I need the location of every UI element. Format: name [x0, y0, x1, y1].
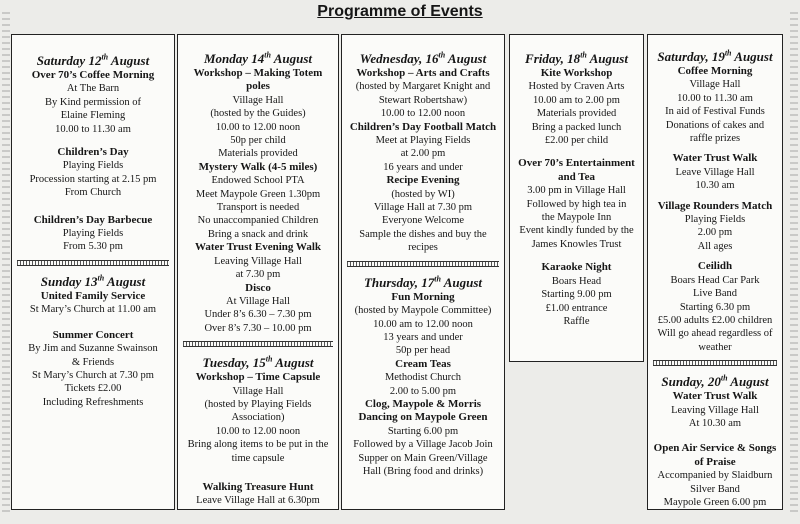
column-4 — [509, 34, 644, 362]
event-detail: Association) — [231, 412, 285, 424]
event-detail: & Friends — [71, 356, 115, 368]
event-item — [651, 442, 779, 509]
event-detail: Leaving Village Hall — [671, 404, 759, 416]
event-name: Clog, Maypole & Morris Dancing on Maypole Green — [358, 397, 488, 424]
day-ordinal-suffix: th — [264, 50, 271, 60]
event-detail: Supper on Main Green/Village — [358, 452, 488, 464]
event-detail: Over 8’s 7.30 – 10.00 pm — [204, 322, 312, 334]
event-detail: 10.30 am — [695, 180, 735, 192]
event-detail: Under 8’s 6.30 – 7.30 pm — [204, 309, 312, 321]
event-name: Recipe Evening — [386, 174, 460, 187]
day-ordinal-suffix: th — [97, 273, 105, 283]
event-name: United Family Service — [40, 289, 146, 302]
day-ordinal-suffix: th — [438, 50, 446, 60]
day-heading-text: Thursday, 17 — [363, 274, 435, 290]
section-divider — [17, 260, 169, 266]
event-detail: St Mary’s Church at 11.00 am — [29, 304, 157, 316]
day-heading — [181, 355, 335, 371]
event-detail: Village Hall — [232, 94, 284, 106]
event-detail: Accompanied by Slaidburn — [657, 470, 773, 482]
event-detail: raffle prizes — [689, 133, 741, 145]
day-heading — [15, 274, 171, 290]
event-detail: James Knowles Trust — [531, 238, 622, 250]
day-heading-text: Sunday, 20 — [661, 374, 721, 390]
event-item — [15, 290, 171, 317]
event-detail: Sample the dishes and buy the — [359, 228, 487, 240]
event-detail: Village Hall — [689, 79, 741, 91]
day-heading-month: August — [586, 51, 628, 66]
event-detail: Boars Head Car Park — [670, 274, 760, 286]
event-detail: 13 years and under — [383, 331, 463, 343]
event-detail: Methodist Church — [384, 372, 462, 384]
event-item — [15, 329, 171, 409]
event-detail: Maypole Green 6.00 pm — [663, 496, 767, 508]
event-name: Over 70’s Entertainment and Tea — [518, 157, 635, 183]
day-heading — [651, 374, 779, 390]
event-detail: Followed by high tea in — [526, 198, 627, 210]
event-item — [15, 69, 171, 136]
event-detail: Leave Village Hall at 6.30pm — [196, 495, 320, 507]
event-name: Karaoke Night — [541, 261, 612, 274]
event-detail: (hosted by Playing Fields — [204, 398, 312, 410]
event-detail: Starting 6.30 pm — [679, 301, 751, 313]
event-item — [651, 390, 779, 430]
event-detail: St Mary’s Church at 7.30 pm — [32, 369, 154, 381]
event-detail: Event kindly funded by the — [519, 225, 634, 237]
column-content — [15, 35, 171, 409]
event-detail: At Village Hall — [226, 295, 290, 307]
day-heading-text: Wednesday, 16 — [359, 51, 439, 66]
event-detail: Meet at Playing Fields — [375, 135, 471, 147]
event-detail: Playing Fields — [62, 160, 124, 172]
section-divider — [653, 360, 777, 366]
event-name: Workshop – Arts and Crafts — [356, 67, 490, 79]
event-detail: 10.00 to 11.30 am — [677, 92, 753, 104]
day-ordinal-suffix: th — [720, 373, 728, 383]
event-name: Children’s Day Barbecue — [33, 213, 153, 226]
event-name: Kite Workshop — [540, 67, 613, 79]
event-name: Children’s Day — [57, 146, 129, 159]
event-detail: 10.00 am to 2.00 pm — [533, 94, 620, 106]
event-item — [345, 358, 501, 398]
event-detail: Village Hall at 7.30 pm — [373, 202, 473, 214]
event-name: Cream Teas — [395, 357, 451, 370]
event-name: Coffee Morning — [677, 65, 753, 77]
event-name: Fun Morning — [391, 290, 455, 303]
event-item — [181, 241, 335, 281]
day-heading — [513, 51, 640, 67]
event-detail: Everyone Welcome — [381, 215, 465, 227]
day-heading-month: August — [731, 49, 773, 64]
event-detail: the Maypole Inn — [541, 212, 612, 224]
scan-edge-left — [2, 12, 10, 512]
event-detail: At 10.30 am — [688, 417, 742, 429]
event-detail: Bring a packed lunch — [531, 121, 622, 133]
event-name: Ceilidh — [697, 260, 733, 273]
event-detail: Leaving Village Hall — [214, 255, 302, 267]
scan-edge-right — [790, 12, 798, 512]
event-detail: (hosted by WI) — [391, 188, 455, 200]
event-name: Over 70’s Coffee Morning — [31, 69, 155, 81]
event-item — [513, 157, 640, 251]
event-name: Water Trust Walk — [672, 152, 758, 165]
event-detail: weather — [698, 341, 732, 353]
event-item — [181, 481, 335, 508]
event-name: Disco — [245, 281, 271, 294]
section-divider — [347, 261, 499, 267]
event-detail: No unaccompanied Children — [197, 215, 319, 227]
event-detail: Playing Fields — [684, 214, 746, 226]
day-heading-month: August — [104, 273, 146, 289]
event-detail: time capsule — [231, 452, 285, 464]
event-detail: Elaine Fleming — [60, 110, 126, 122]
event-item — [181, 67, 335, 161]
column-1 — [11, 34, 175, 510]
day-heading — [181, 51, 335, 67]
event-detail: 10.00 am to 12.00 noon — [373, 318, 473, 330]
event-detail: From 5.30 pm — [63, 241, 123, 253]
day-heading-text: Tuesday, 15 — [202, 355, 266, 371]
event-name: Water Trust Evening Walk — [194, 241, 322, 254]
event-detail: By Jim and Suzanne Swainson — [28, 343, 158, 355]
event-item — [513, 67, 640, 147]
event-detail: In aid of Festival Funds — [665, 106, 765, 118]
day-heading-month: August — [108, 53, 150, 68]
event-name: Village Rounders Match — [657, 199, 773, 212]
event-detail: From Church — [64, 187, 122, 199]
event-detail: at 2.00 pm — [400, 148, 446, 160]
event-detail: At The Barn — [66, 83, 120, 95]
event-detail: Hall (Bring food and drinks) — [362, 465, 484, 477]
event-detail: Will go ahead regardless of — [657, 328, 773, 340]
event-detail: By Kind permission of — [45, 96, 141, 108]
day-heading-month: August — [440, 274, 483, 290]
column-content — [651, 35, 779, 509]
day-heading-month: August — [270, 51, 313, 66]
day-heading-text: Monday 14 — [203, 51, 265, 66]
day-ordinal-suffix: th — [101, 52, 109, 62]
event-detail: Transport is needed — [216, 202, 300, 214]
event-detail: Tickets £2.00 — [64, 383, 122, 395]
day-ordinal-suffix: th — [724, 48, 732, 58]
event-item — [15, 214, 171, 254]
event-detail: recipes — [408, 242, 438, 254]
event-detail: Bring along items to be put in the — [187, 439, 329, 451]
event-detail: Including Refreshments — [42, 396, 144, 408]
event-detail: Materials provided — [218, 148, 298, 160]
event-detail: (hosted by Maypole Committee) — [354, 305, 492, 317]
event-detail: Starting 9.00 pm — [541, 289, 612, 301]
event-item — [651, 65, 779, 145]
event-item — [345, 121, 501, 175]
event-name: Children’s Day Football Match — [349, 120, 497, 133]
event-detail: Starting 6.00 pm — [387, 425, 459, 437]
column-content — [345, 35, 501, 478]
day-heading-text: Sunday 13 — [40, 273, 98, 289]
event-name: Open Air Service & Songs of Praise — [653, 442, 777, 468]
section-divider — [183, 341, 333, 347]
event-detail: Boars Head — [551, 275, 602, 287]
event-detail: 3.00 pm in Village Hall — [527, 185, 626, 197]
column-3 — [341, 34, 505, 510]
event-detail: Bring a snack and drink — [207, 228, 309, 240]
event-detail: (hosted by the Guides) — [210, 108, 306, 120]
day-heading-text: Saturday 12 — [36, 53, 102, 68]
event-item — [15, 146, 171, 200]
event-name: Water Trust Walk — [672, 390, 758, 403]
event-detail: Materials provided — [536, 108, 617, 120]
event-detail: Endowed School PTA — [211, 175, 305, 187]
event-item — [345, 291, 501, 358]
event-item — [181, 161, 335, 241]
event-name: Workshop – Time Capsule — [195, 371, 321, 384]
event-detail: 10.00 to 12.00 noon — [215, 425, 301, 437]
event-detail: Followed by a Village Jacob Join — [353, 439, 493, 451]
day-heading — [345, 275, 501, 291]
event-detail: 16 years and under — [383, 161, 463, 173]
event-detail: Donations of cakes and — [665, 119, 765, 131]
event-item — [651, 152, 779, 192]
event-detail: (hosted by Margaret Knight and — [355, 81, 491, 93]
day-heading-month: August — [272, 355, 314, 371]
event-detail: All ages — [697, 240, 733, 252]
day-heading-month: August — [727, 374, 769, 390]
event-detail: Raffle — [563, 315, 590, 327]
event-name: Mystery Walk (4-5 miles) — [198, 160, 318, 173]
event-detail: 10.00 to 11.30 am — [55, 123, 131, 135]
column-2 — [177, 34, 339, 510]
event-detail: Village Hall — [232, 385, 284, 397]
event-item — [651, 200, 779, 254]
day-heading-text: Friday, 18 — [525, 51, 581, 66]
event-detail: 50p per head — [395, 345, 451, 357]
day-ordinal-suffix: th — [580, 50, 587, 60]
event-detail: Meet Maypole Green 1.30pm — [195, 188, 321, 200]
event-detail: Procession starting at 2.15 pm — [29, 173, 157, 185]
event-item — [651, 260, 779, 354]
event-detail: Hosted by Craven Arts — [528, 81, 625, 93]
page-title: Programme of Events — [317, 3, 483, 20]
event-name: Summer Concert — [52, 328, 134, 341]
day-heading — [345, 51, 501, 67]
event-detail: £2.00 per child — [544, 135, 609, 147]
event-detail: Stewart Robertshaw) — [378, 94, 468, 106]
event-detail: at 7.30 pm — [235, 269, 281, 281]
event-name: Workshop – Making Totem poles — [193, 67, 323, 93]
event-detail: 2.00 pm — [697, 227, 733, 239]
event-item — [345, 398, 501, 478]
event-detail: £5.00 adults £2.00 children — [657, 314, 773, 326]
event-detail: Playing Fields — [62, 228, 124, 240]
event-name: Walking Treasure Hunt — [202, 480, 314, 493]
day-heading — [15, 53, 171, 69]
day-heading-text: Saturday, 19 — [657, 49, 725, 64]
event-detail: 10.00 to 12.00 noon — [380, 108, 466, 120]
event-detail: Live Band — [692, 288, 738, 300]
day-heading-month: August — [445, 51, 487, 66]
event-item — [181, 282, 335, 336]
event-detail: 10.00 to 12.00 noon — [215, 121, 301, 133]
event-detail: £1.00 entrance — [545, 302, 608, 314]
column-content — [513, 35, 640, 328]
day-heading — [651, 49, 779, 65]
column-content — [181, 35, 335, 508]
event-detail: 2.00 to 5.00 pm — [389, 385, 457, 397]
event-detail: Silver Band — [690, 483, 740, 495]
event-item — [181, 371, 335, 465]
event-detail: 50p per child — [230, 135, 286, 147]
day-ordinal-suffix: th — [265, 354, 273, 364]
event-detail: Leave Village Hall — [675, 166, 755, 178]
event-item — [345, 67, 501, 121]
event-item — [513, 261, 640, 328]
event-item — [345, 174, 501, 254]
column-5 — [647, 34, 783, 510]
day-ordinal-suffix: th — [434, 274, 441, 284]
